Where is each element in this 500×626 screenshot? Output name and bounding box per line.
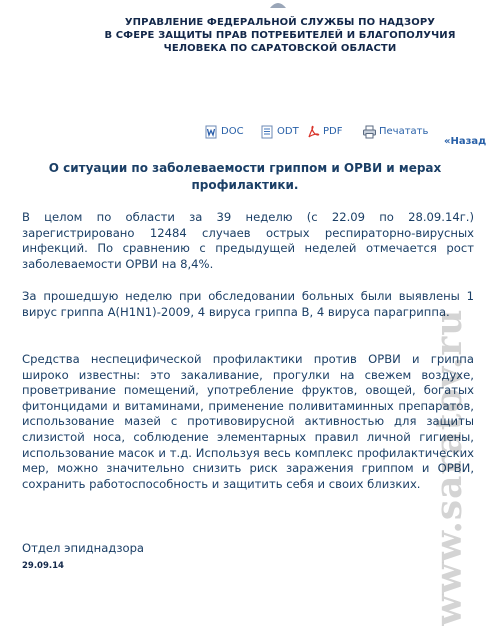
article-title-line: О ситуации по заболеваемости гриппом и ОРВИ и мерах xyxy=(48,161,442,175)
printer-icon xyxy=(362,125,377,139)
publication-date: 29.09.14 xyxy=(22,561,64,571)
watermark-text: www.saratov.ru xyxy=(428,308,470,626)
article-paragraph: За прошедшую неделю при обследовании больных были выявлены 1 вирус гриппа А(H1N1)-2009, 4 вируса гриппа В, 4 вируса парагриппа. xyxy=(22,289,474,319)
back-link[interactable]: «Назад xyxy=(444,136,487,147)
pdf-label: PDF xyxy=(323,126,343,137)
print-label: Печатать xyxy=(379,126,429,137)
doc-label: DOC xyxy=(221,126,244,137)
article-paragraph: Средства неспецифической профилактики против ОРВИ и гриппа широко известны: это закаливание, прогулки на свежем воздухе, проветривание помещений, употребление фруктов, овощей, богатых фитонцидами и витаминами, применение поливитаминных препаратов, использование мазей с противовирусной активностью для защиты слизистой носа, соблюдение элементарных правил личной гигиены, использование масок и т.д. Используя весь комплекс профилактических мер, можно значительно снизить риск заражения гриппом и ОРВИ, сохранить работоспособность и защитить себя и своих близких. xyxy=(22,352,474,491)
article-paragraph: В целом по области за 39 неделю (с 22.09 по 28.09.14г.) зарегистрировано 12484 случаев острых респираторно-вирусных инфекций. По сравнению с предыдущей неделей отмечается рост заболеваемости ОРВИ на 8,4%. xyxy=(22,210,474,271)
organization-line: ЧЕЛОВЕКА ПО САРАТОВСКОЙ ОБЛАСТИ xyxy=(163,43,397,54)
watermark xyxy=(428,308,470,626)
organization-line: УПРАВЛЕНИЕ ФЕДЕРАЛЬНОЙ СЛУЖБЫ ПО НАДЗОРУ xyxy=(124,17,436,28)
odt-label: ODT xyxy=(277,126,299,137)
pdf-icon xyxy=(306,125,320,139)
department-signature: Отдел эпиднадзора xyxy=(22,541,145,555)
crest-icon xyxy=(268,0,288,8)
word-doc-icon xyxy=(204,125,218,139)
article-title-line: профилактики. xyxy=(191,178,299,192)
organization-header xyxy=(80,16,480,55)
odt-document-icon xyxy=(260,125,274,139)
organization-line: В СФЕРЕ ЗАЩИТЫ ПРАВ ПОТРЕБИТЕЛЕЙ И БЛАГОПОЛУЧИЯ xyxy=(104,30,456,41)
article-title xyxy=(20,160,470,194)
